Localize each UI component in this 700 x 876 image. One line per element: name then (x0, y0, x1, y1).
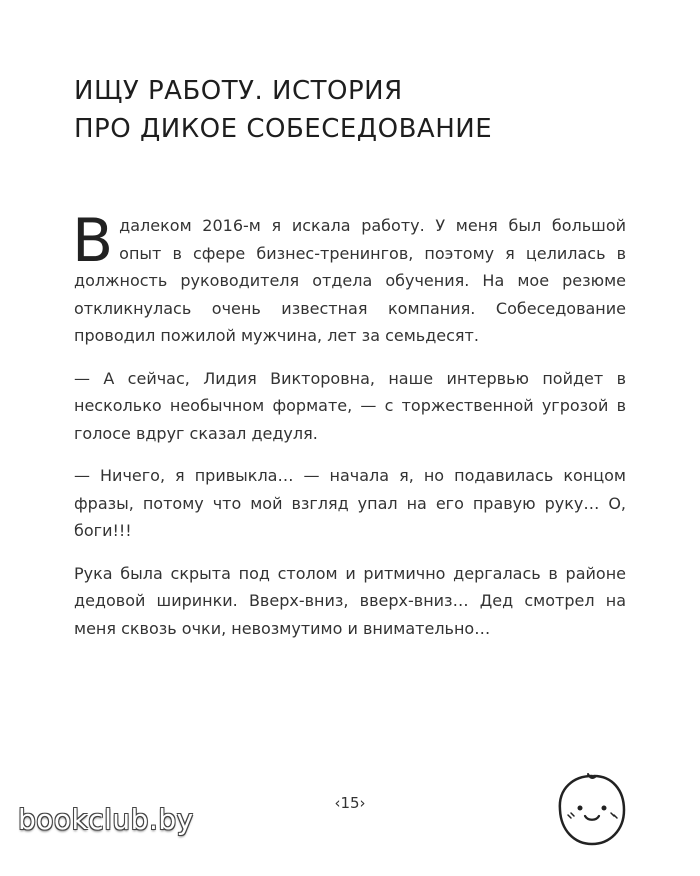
page-number: ‹15› (334, 794, 366, 812)
chapter-title-line-1: ИЩУ РАБОТУ. ИСТОРИЯ (74, 76, 403, 106)
site-watermark: bookclub.by (18, 803, 194, 836)
paragraph-1-text: далеком 2016-м я искала работу. У меня был большой опыт в сфере бизнес-тренингов, поэтому я целилась в должность руководителя отдела обучения. На мое резюме откликнулась очень известная компания. Собеседование проводил пожилой мужчина, лет за семьдесят. (74, 216, 626, 345)
paragraph-1 (72, 206, 626, 350)
paragraph-2: — А сейчас, Лидия Викторовна, наше интервью пойдет в несколько необычном формате, — с торжественной угрозой в голосе вдруг сказал дедуля. (74, 368, 626, 443)
paragraph-3: — Ничего, я привыкла… — начала я, но подавилась концом фразы, потому что мой взгляд упал на его правую руку… О, боги!!! (74, 466, 626, 540)
chapter-title-line-2: ПРО ДИКОЕ СОБЕСЕДОВАНИЕ (74, 114, 493, 144)
smiling-face-doodle-icon (552, 770, 632, 850)
chapter-body (72, 206, 626, 657)
chapter-title (74, 72, 492, 148)
drop-cap: В (72, 206, 114, 276)
paragraph-4: Рука была скрыта под столом и ритмично дергалась в районе дедовой ширинки. Вверх-вниз, вверх-вниз… Дед смотрел на меня сквозь очки, невозмутимо и внимательно… (74, 563, 626, 638)
